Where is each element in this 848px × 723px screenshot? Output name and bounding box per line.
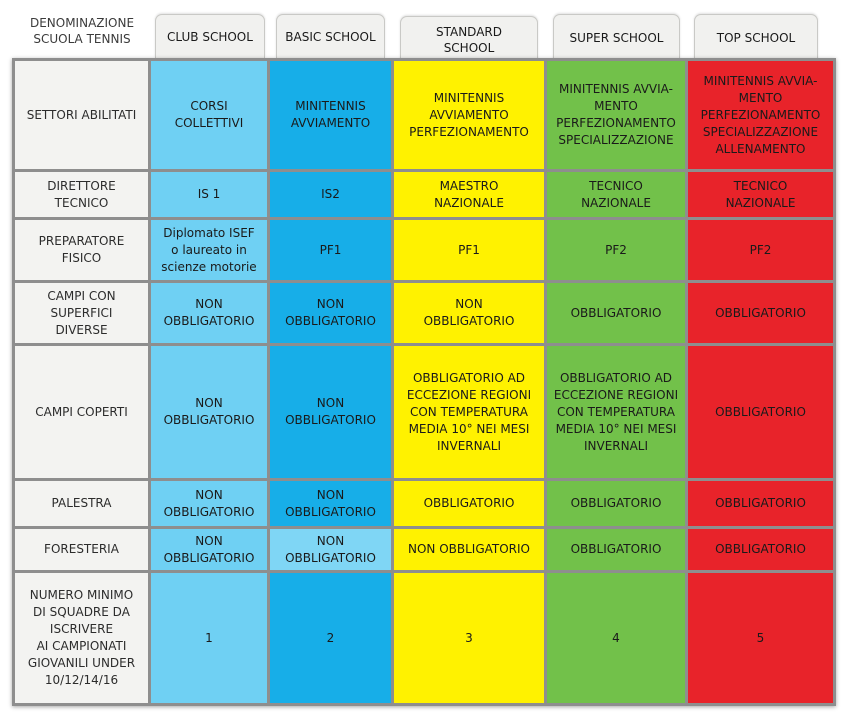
header-basic-text: BASIC SCHOOL: [285, 29, 376, 44]
row-campi-coperti-super: OBBLIGATORIO AD ECCEZIONE REGIONI CON TEMPERATURA MEDIA 10° NEI MESI INVERNALI: [547, 346, 685, 478]
row-campi-superfici-top: OBBLIGATORIO: [688, 283, 833, 343]
row-numero-squadre-club: 1: [151, 573, 267, 703]
row-settori-club: CORSI COLLETTIVI: [151, 61, 267, 169]
row-direttore-basic: IS2: [270, 172, 391, 217]
header-standard-school: [400, 16, 538, 62]
row-foresteria-top: OBBLIGATORIO: [688, 529, 833, 570]
row-campi-superfici-standard: NON OBBLIGATORIO: [394, 283, 544, 343]
row-campi-superfici-club: NON OBBLIGATORIO: [151, 283, 267, 343]
row-preparatore-club: Diplomato ISEF o laureato in scienze motorie: [151, 220, 267, 280]
row-palestra-basic: NON OBBLIGATORIO: [270, 481, 391, 526]
row-settori-label: SETTORI ABILITATI: [15, 61, 148, 169]
row-settori-standard: MINITENNIS AVVIAMENTO PERFEZIONAMENTO: [394, 61, 544, 169]
header-super-text: SUPER SCHOOL: [569, 30, 664, 45]
header-basic-school: [276, 14, 385, 58]
row-palestra-super: OBBLIGATORIO: [547, 481, 685, 526]
row-direttore-standard: MAESTRO NAZIONALE: [394, 172, 544, 217]
row-preparatore-standard: PF1: [394, 220, 544, 280]
row-palestra-club: NON OBBLIGATORIO: [151, 481, 267, 526]
header-denominazione-text: DENOMINAZIONE SCUOLA TENNIS: [29, 16, 135, 46]
row-settori-basic: MINITENNIS AVVIAMENTO: [270, 61, 391, 169]
row-direttore-super: TECNICO NAZIONALE: [547, 172, 685, 217]
row-campi-superfici-super: OBBLIGATORIO: [547, 283, 685, 343]
row-settori-top: MINITENNIS AVVIA- MENTO PERFEZIONAMENTO SPECIALIZZAZIONE ALLENAMENTO: [688, 61, 833, 169]
row-campi-coperti-top: OBBLIGATORIO: [688, 346, 833, 478]
row-foresteria-label: FORESTERIA: [15, 529, 148, 570]
row-campi-superfici-basic: NON OBBLIGATORIO: [270, 283, 391, 343]
row-palestra-standard: OBBLIGATORIO: [394, 481, 544, 526]
school-comparison-grid: [12, 58, 836, 706]
row-campi-coperti-label: CAMPI COPERTI: [15, 346, 148, 478]
row-numero-squadre-standard: 3: [394, 573, 544, 703]
row-preparatore-top: PF2: [688, 220, 833, 280]
row-direttore-club: IS 1: [151, 172, 267, 217]
row-foresteria-super: OBBLIGATORIO: [547, 529, 685, 570]
row-campi-coperti-club: NON OBBLIGATORIO: [151, 346, 267, 478]
row-preparatore-basic: PF1: [270, 220, 391, 280]
header-denominazione: [14, 8, 150, 54]
row-preparatore-super: PF2: [547, 220, 685, 280]
header-club-school: [155, 14, 265, 58]
row-settori-super: MINITENNIS AVVIA- MENTO PERFEZIONAMENTO SPECIALIZZAZIONE: [547, 61, 685, 169]
row-campi-coperti-standard: OBBLIGATORIO AD ECCEZIONE REGIONI CON TEMPERATURA MEDIA 10° NEI MESI INVERNALI: [394, 346, 544, 478]
row-palestra-label: PALESTRA: [15, 481, 148, 526]
row-campi-coperti-basic: NON OBBLIGATORIO: [270, 346, 391, 478]
row-numero-squadre-label: NUMERO MINIMO DI SQUADRE DA ISCRIVERE AI CAMPIONATI GIOVANILI UNDER 10/12/14/16: [15, 573, 148, 703]
header-club-text: CLUB SCHOOL: [167, 29, 253, 44]
row-direttore-label: DIRETTORE TECNICO: [15, 172, 148, 217]
row-campi-superfici-label: CAMPI CON SUPERFICI DIVERSE: [15, 283, 148, 343]
row-direttore-top: TECNICO NAZIONALE: [688, 172, 833, 217]
row-foresteria-basic: NON OBBLIGATORIO: [270, 529, 391, 570]
row-foresteria-standard: NON OBBLIGATORIO: [394, 529, 544, 570]
row-palestra-top: OBBLIGATORIO: [688, 481, 833, 526]
row-numero-squadre-super: 4: [547, 573, 685, 703]
row-foresteria-club: NON OBBLIGATORIO: [151, 529, 267, 570]
row-numero-squadre-basic: 2: [270, 573, 391, 703]
header-super-school: [553, 14, 680, 60]
row-preparatore-label: PREPARATORE FISICO: [15, 220, 148, 280]
header-top-text: TOP SCHOOL: [716, 30, 796, 45]
header-top-school: [694, 14, 818, 60]
row-numero-squadre-top: 5: [688, 573, 833, 703]
header-standard-text: STANDARD SCHOOL: [435, 24, 503, 55]
